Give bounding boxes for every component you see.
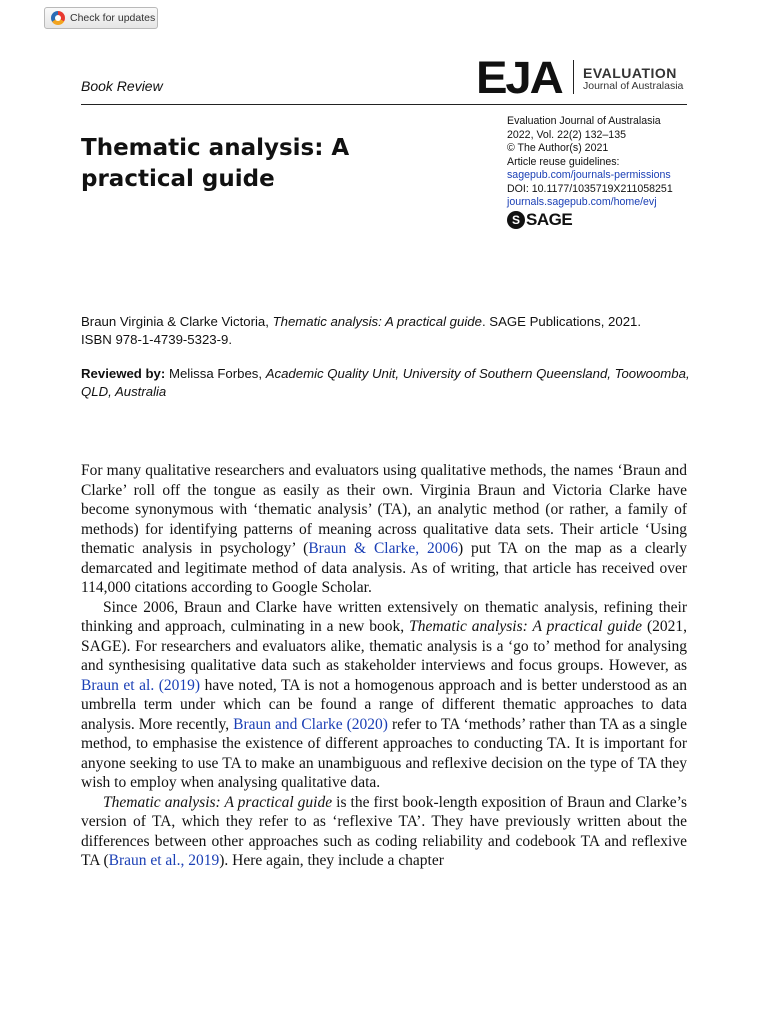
doi: DOI: 10.1177/1035719X211058251 [507,182,673,195]
sage-s-icon: S [507,211,525,229]
citation-link-braun-clarke-2006[interactable]: Braun & Clarke, 2006 [308,540,458,557]
journal-logo-line1: EVALUATION [583,65,677,81]
p2-text-c: have noted, TA is not a homogenous approach and is better understood as an umbrella term under which can be found a range of different thematic approaches to data analysis. More recently, [81,676,687,733]
sage-logo [507,210,572,230]
journal-logo-line2: Journal of Australasia [583,80,684,92]
book-citation [81,313,691,348]
journal-volume: 2022, Vol. 22(2) 132–135 [507,128,626,141]
journal-name: Evaluation Journal of Australasia [507,115,661,127]
check-for-updates-label: Check for updates [70,12,156,24]
logo-divider [573,60,574,94]
p2-text-b: (2021, SAGE). For researchers and evaluators alike, thematic analysis is a ‘go to’ method for analysing and synthesising qualitative data such as stakeholder interviews and focus groups. However, as [81,618,687,674]
paragraph-1 [81,461,687,598]
crossmark-icon [51,11,65,25]
journal-logo-mark: EJA [476,52,562,103]
section-label: Book Review [81,78,163,94]
citation-link-braun-clarke-2020[interactable]: Braun and Clarke (2020) [233,715,388,733]
journal-homepage-link[interactable]: journals.sagepub.com/home/evj [507,196,657,208]
journal-info [507,115,697,210]
paragraph-2 [81,598,687,793]
p1-text-a: For many qualitative researchers and evaluators using qualitative methods, the names ‘Braun and Clarke’ roll off the tongue as easily as their own. Virginia Braun and Victoria Clarke have become synonymous with ‘thematic analysis’ (TA), an analytic method (or rather, a family of methods) for identifying patterns of meaning across qualitative data sets. Their article ‘Using thematic analysis in psychology’ ( [81,462,687,557]
sage-logo-text: SAGE [526,210,573,229]
citation-isbn: ISBN 978-1-4739-5323-9. [81,331,233,347]
reviewer-info [81,365,691,400]
article-title: Thematic analysis: A practical guide [81,135,350,192]
p3-text-b: ). Here again, they include a chapter [219,852,444,869]
check-for-updates-button[interactable] [44,7,158,29]
p1-text-b: ) put TA on the map as a clearly demarcated and legitimate method of data analysis. As of writing, that article has received over 114,000 citations according to Google Scholar. [81,540,687,596]
p3-text-a: is the first book-length exposition of Braun and Clarke’s version of TA, which they refer to as ‘reflexive TA’. They have previously written about the differences between other approaches such as coding reliability and codebook TA and reflexive TA ( [81,793,687,869]
citation-link-braun-2019[interactable]: Braun et al. (2019) [81,676,201,694]
header-divider [81,104,687,105]
paragraph-3 [81,793,687,871]
article-body [81,461,687,871]
reviewer-label: Reviewed by: [81,366,166,381]
citation-authors: Braun Virginia & Clarke Victoria, [81,314,273,329]
citation-publisher: . SAGE Publications, 2021. [481,314,642,329]
reviewer-affiliation: Academic Quality Unit, University of Southern Queensland, Toowoomba, QLD, Australia [81,366,690,399]
p3-book-title: Thematic analysis: A practical guide [103,793,333,811]
permissions-link[interactable]: sagepub.com/journals-permissions [507,169,671,181]
copyright: © The Author(s) 2021 [507,142,609,154]
citation-book-title: Thematic analysis: A practical guide [272,314,482,329]
citation-link-braun-2019b[interactable]: Braun et al., 2019 [108,852,220,869]
reuse-label: Article reuse guidelines: [507,155,620,168]
p2-text-a: Since 2006, Braun and Clarke have written extensively on thematic analysis, refining their thinking and approach, culminating in a new book, [81,598,687,635]
reviewer-name: Melissa Forbes, [165,366,266,381]
p2-book-title: Thematic analysis: A practical guide [409,618,642,635]
p2-text-d: refer to TA ‘methods’ rather than TA as a single method, to emphasise the existence of different approaches to conducting TA. It is important for anyone seeking to use TA to make an unambiguous and reflexive decision on the type of TA they wish to employ when analysing qualitative data. [81,715,687,791]
